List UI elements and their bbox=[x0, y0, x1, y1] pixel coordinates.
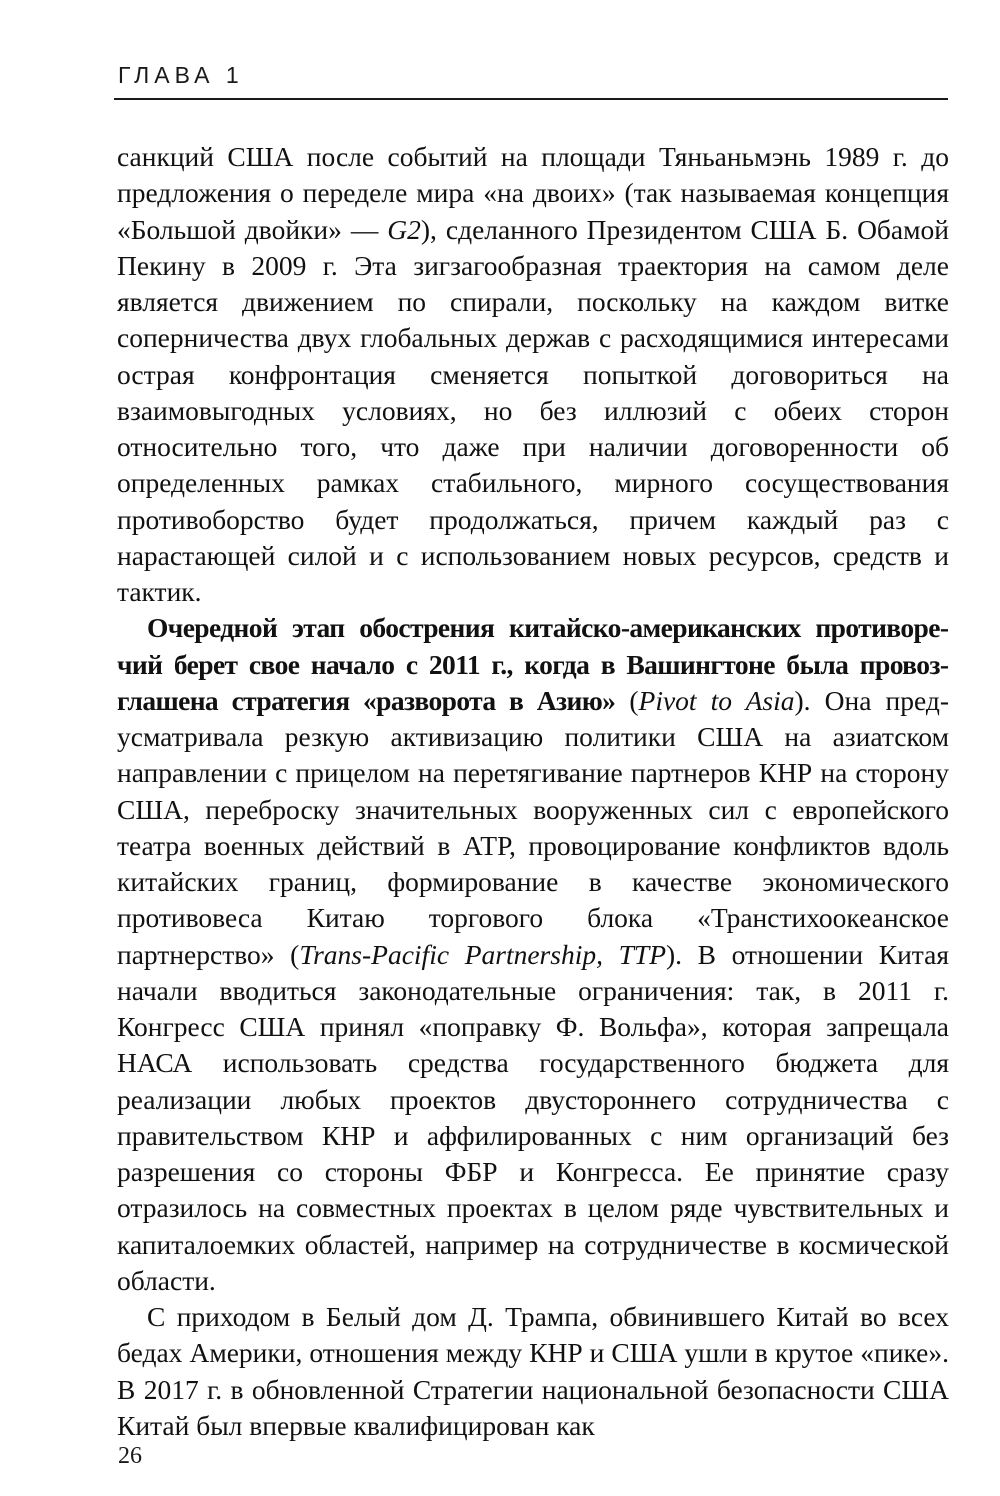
paragraph-2-bold-lead: Очередной этап обострения китайско-американских противоречий берет свое начало с 2011 г., когда в Вашингтоне была провозглашена стратегия «разворота в Азию» bbox=[117, 612, 949, 716]
body-text bbox=[117, 139, 949, 1444]
page-number: 26 bbox=[118, 1443, 142, 1469]
paragraph-3 bbox=[117, 1299, 949, 1444]
paragraph-2-text-2: ). Она предусматривала резкую активизацию политики США на азиатском направлении с прицелом на перетягивание партнеров КНР на сторону США, переброску значительных вооруженных сил с европейского театра военных действий в АТР, провоцирование конфликтов вдоль китайских границ, формирование в качестве экономического противовеса Китаю торгового блока «Транстихоокеанское партнерство» ( bbox=[117, 684, 949, 970]
header-rule bbox=[114, 98, 948, 100]
paragraph-3-text-1: С приходом в Белый дом Д. Трампа, обвинившего Китай во всех бедах Америки, отношения между КНР и США ушли в крутое «пике». В 2017 г. в обновленной Стратегии национальной безопасности США Китай был впервые квалифицирован как bbox=[117, 1301, 949, 1441]
paragraph-2 bbox=[117, 610, 949, 1299]
paragraph-1-text-1: санкций США после событий на площади Тяньаньмэнь 1989 г. до предложения о переделе мира «на двоих» (так называемая концепция «Большой двойки» — bbox=[117, 141, 949, 245]
paragraph-1 bbox=[117, 139, 949, 610]
running-title: ГЛАВА 1 bbox=[118, 62, 244, 88]
paragraph-2-text-3: ). В отношении Китая начали вводиться законодательные ограничения: так, в 2011 г. Конгресс США принял «поправку Ф. Вольфа», которая запрещала НАСА использовать средства государственного бюджета для реализации любых проектов двустороннего сотрудничества с правительством КНР и аффилированных с ним организаций без разрешения со стороны ФБР и Конгресса. Ее принятие сразу отразилось на совместных проектах в целом ряде чувствительных и капиталоемких областей, например на сотрудничестве в космической области. bbox=[117, 938, 949, 1296]
paragraph-2-italic-1: Pivot to Asia bbox=[638, 684, 795, 716]
paragraph-1-italic-1: G2 bbox=[387, 213, 421, 245]
paragraph-2-italic-2: Trans-Pacific Partnership, TTP bbox=[299, 938, 666, 970]
paragraph-2-text-1: ( bbox=[615, 684, 639, 716]
paragraph-1-text-2: ), сделанного Президентом США Б. Обамой Пекину в 2009 г. Эта зигзагообразная траектория на самом деле является движением по спирали, поскольку на каждом витке соперничества двух глобальных держав с расходящимися интересами острая конфронтация сменяется попыткой договориться на взаимовыгодных условиях, но без иллюзий с обеих сторон относительно того, что даже при наличии договоренности об определенных рамках стабильного, мирного сосуществования противоборство будет продолжаться, причем каждый раз с нарастающей силой и с использованием новых ресурсов, средств и тактик. bbox=[117, 213, 949, 607]
